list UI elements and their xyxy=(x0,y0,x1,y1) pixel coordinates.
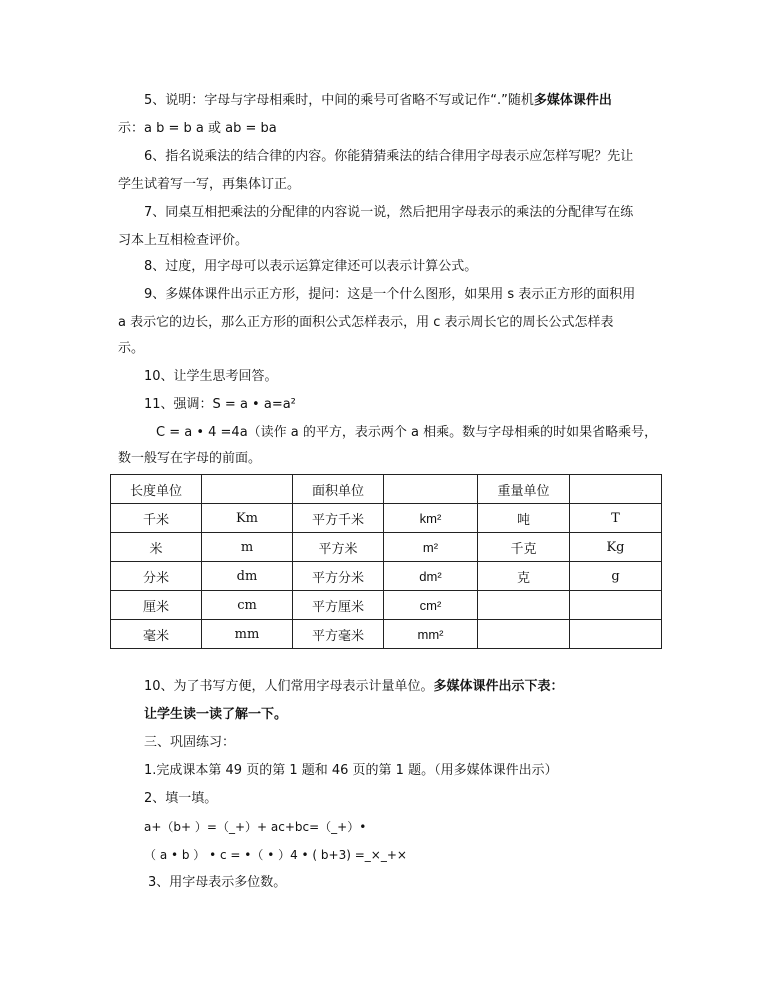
header-weight-unit: 重量单位 xyxy=(478,475,570,504)
length-unit-name: 分米 xyxy=(111,562,202,591)
paragraph-10: 10、让学生思考回答。 xyxy=(144,369,278,384)
length-unit-symbol: mm xyxy=(202,620,293,649)
paragraph-7-line-2: 习本上互相检查评价。 xyxy=(118,233,249,248)
exercise-2: 2、填一填。 xyxy=(144,791,218,806)
area-unit-symbol: km² xyxy=(384,504,478,533)
length-unit-name: 厘米 xyxy=(111,591,202,620)
paragraph-9-line-2: a 表示它的边长，那么正方形的面积公式怎样表示，用 c 表示周长它的周长公式怎样表 xyxy=(118,315,614,330)
weight-unit-symbol: T xyxy=(570,504,662,533)
area-unit-name: 平方厘米 xyxy=(293,591,384,620)
formula-line-2: （ a • b ） • c = •（ • ）4 • ( b+3) =_×_+× xyxy=(144,848,407,862)
formula-line-1: a+（b+ ）=（_+）+ ac+bc=（_+）• xyxy=(144,820,367,834)
header-blank xyxy=(384,475,478,504)
area-unit-name: 平方千米 xyxy=(293,504,384,533)
header-blank xyxy=(202,475,293,504)
paragraph-10b-bold-text: 多媒体课件出示下表： xyxy=(433,679,564,694)
area-unit-name: 平方毫米 xyxy=(293,620,384,649)
weight-unit-symbol: Kg xyxy=(570,533,662,562)
exercise-3: 3、用字母表示多位数。 xyxy=(148,875,287,890)
table-row xyxy=(111,504,662,533)
paragraph-10b xyxy=(144,678,564,696)
paragraph-10b-text: 10、为了书写方便，人们常用字母表示计量单位。 xyxy=(144,679,434,694)
weight-unit-name: 吨 xyxy=(478,504,570,533)
paragraph-5-line-1 xyxy=(144,92,612,110)
table-row xyxy=(111,562,662,591)
table-row xyxy=(111,591,662,620)
paragraph-8: 8、过度，用字母可以表示运算定律还可以表示计算公式。 xyxy=(144,259,478,274)
paragraph-6-line-2: 学生试着写一写，再集体订正。 xyxy=(118,177,301,192)
read-instruction: 让学生读一读了解一下。 xyxy=(144,707,288,722)
length-unit-name: 毫米 xyxy=(111,620,202,649)
weight-unit-symbol: g xyxy=(570,562,662,591)
area-unit-symbol: dm² xyxy=(384,562,478,591)
length-unit-symbol: dm xyxy=(202,562,293,591)
paragraph-11-formula-line-2: 数一般写在字母的前面。 xyxy=(118,451,262,466)
length-unit-symbol: cm xyxy=(202,591,293,620)
area-unit-symbol: mm² xyxy=(384,620,478,649)
area-unit-name: 平方分米 xyxy=(293,562,384,591)
header-length-unit: 长度单位 xyxy=(111,475,202,504)
weight-unit-symbol xyxy=(570,620,662,649)
area-unit-name: 平方米 xyxy=(293,533,384,562)
section-3-heading: 三、巩固练习： xyxy=(144,735,236,750)
table-header-row xyxy=(111,475,662,504)
length-unit-name: 千米 xyxy=(111,504,202,533)
weight-unit-symbol xyxy=(570,591,662,620)
weight-unit-name: 千克 xyxy=(478,533,570,562)
paragraph-7-line-1: 7、同桌互相把乘法的分配律的内容说一说，然后把用字母表示的乘法的分配律写在练 xyxy=(144,205,634,220)
weight-unit-name: 克 xyxy=(478,562,570,591)
weight-unit-name xyxy=(478,620,570,649)
paragraph-9-line-3: 示。 xyxy=(118,341,145,356)
table-row xyxy=(111,620,662,649)
length-unit-symbol: m xyxy=(202,533,293,562)
table-row xyxy=(111,533,662,562)
area-unit-symbol: m² xyxy=(384,533,478,562)
paragraph-11-formula-line-1: C = a • 4 =4a（读作 a 的平方，表示两个 a 相乘。数与字母相乘的时如果省略乘号， xyxy=(156,425,658,440)
paragraph-5-line-2: 示：a b = b a 或 ab = ba xyxy=(118,121,277,136)
units-table xyxy=(110,474,662,649)
paragraph-5-bold-text: 多媒体课件出 xyxy=(533,93,612,108)
header-blank xyxy=(570,475,662,504)
exercise-1: 1.完成课本第 49 页的第 1 题和 46 页的第 1 题。（用多媒体课件出示） xyxy=(144,763,558,778)
length-unit-name: 米 xyxy=(111,533,202,562)
length-unit-symbol: Km xyxy=(202,504,293,533)
paragraph-11: 11、强调：S = a • a=a² xyxy=(144,397,296,412)
weight-unit-name xyxy=(478,591,570,620)
header-area-unit: 面积单位 xyxy=(293,475,384,504)
paragraph-9-line-1: 9、多媒体课件出示正方形，提问：这是一个什么图形，如果用 s 表示正方形的面积用 xyxy=(144,287,636,302)
area-unit-symbol: cm² xyxy=(384,591,478,620)
paragraph-5-text: 5、说明：字母与字母相乘时，中间的乘号可省略不写或记作“.”随机 xyxy=(144,93,534,108)
paragraph-6-line-1: 6、指名说乘法的结合律的内容。你能猜猜乘法的结合律用字母表示应怎样写呢？先让 xyxy=(144,149,634,164)
